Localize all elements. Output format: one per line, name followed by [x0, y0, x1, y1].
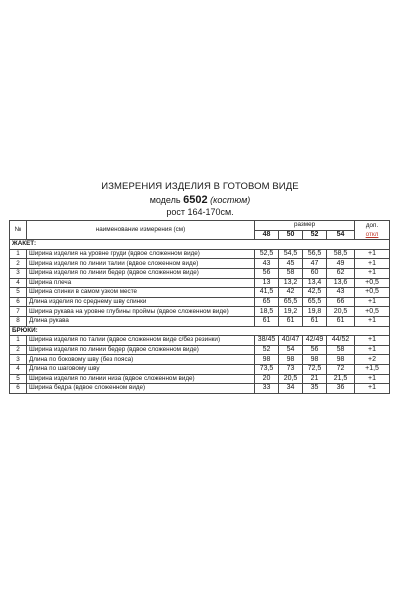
size-value: 66 [327, 297, 355, 307]
size-value: 13,6 [327, 278, 355, 288]
tolerance-value: +2 [355, 355, 390, 365]
tolerance-value: +0,5 [355, 278, 390, 288]
measurement-name: Длина рукава [27, 316, 255, 326]
size-header: 50 [279, 230, 303, 240]
section-title: ЖАКЕТ: [10, 240, 390, 250]
size-value: 52,5 [255, 249, 279, 259]
size-value: 65,5 [279, 297, 303, 307]
tolerance-value: +1 [355, 259, 390, 269]
size-value: 44/52 [327, 336, 355, 346]
tolerance-value: +1,5 [355, 364, 390, 374]
measurement-name: Ширина плеча [27, 278, 255, 288]
size-value: 20 [255, 374, 279, 384]
row-number: 8 [10, 316, 27, 326]
table-row [10, 307, 390, 317]
tolerance-value: +1 [355, 384, 390, 394]
measurement-name: Ширина рукава на уровне глубины проймы (вдвое сложенном виде) [27, 307, 255, 317]
model-type: (костюм) [210, 195, 251, 205]
size-value: 35 [303, 384, 327, 394]
size-value: 20,5 [279, 374, 303, 384]
model-label: модель [149, 195, 181, 205]
row-number: 5 [10, 374, 27, 384]
measurement-name: Ширина изделия по линии бедер (вдвое сложенном виде) [27, 268, 255, 278]
table-header-row-1 [10, 221, 390, 231]
section-title-row [10, 240, 390, 250]
table-row [10, 259, 390, 269]
size-value: 72 [327, 364, 355, 374]
measurement-name: Ширина бедра (вдвое сложенном виде) [27, 384, 255, 394]
size-value: 58 [279, 268, 303, 278]
size-value: 13,2 [279, 278, 303, 288]
section-title-row [10, 326, 390, 336]
size-value: 61 [255, 316, 279, 326]
size-value: 19,8 [303, 307, 327, 317]
row-number: 6 [10, 384, 27, 394]
header-tolerance-2: откл [365, 230, 379, 238]
tolerance-value: +1 [355, 374, 390, 384]
measurement-name: Ширина изделия по талии (вдвое сложенном виде с/без резинки) [27, 336, 255, 346]
measurement-name: Ширина изделия по линии талии (вдвое сложенном виде) [27, 259, 255, 269]
table-row [10, 345, 390, 355]
tolerance-value: +1 [355, 345, 390, 355]
size-value: 61 [303, 316, 327, 326]
table-row [10, 278, 390, 288]
size-value: 21,5 [327, 374, 355, 384]
size-value: 40/47 [279, 336, 303, 346]
table-row [10, 374, 390, 384]
measurement-name: Длина по боковому шву (без пояса) [27, 355, 255, 365]
row-number: 7 [10, 307, 27, 317]
tolerance-value: +0,5 [355, 307, 390, 317]
size-value: 42/49 [303, 336, 327, 346]
size-value: 58,5 [327, 249, 355, 259]
size-value: 13,4 [303, 278, 327, 288]
size-value: 20,5 [327, 307, 355, 317]
tolerance-value: +1 [355, 336, 390, 346]
size-value: 98 [303, 355, 327, 365]
size-value: 65 [255, 297, 279, 307]
size-value: 34 [279, 384, 303, 394]
size-header: 48 [255, 230, 279, 240]
size-value: 43 [255, 259, 279, 269]
measurement-name: Длина по шаговому шву [27, 364, 255, 374]
table-row [10, 288, 390, 298]
table-row [10, 249, 390, 259]
model-line [0, 194, 400, 206]
row-number: 3 [10, 355, 27, 365]
row-number: 4 [10, 364, 27, 374]
header-tolerance-1: доп. [355, 221, 390, 231]
header-num: № [10, 221, 27, 240]
row-number: 5 [10, 288, 27, 298]
tolerance-value: +1 [355, 268, 390, 278]
row-number: 2 [10, 259, 27, 269]
size-value: 60 [303, 268, 327, 278]
row-number: 1 [10, 336, 27, 346]
size-value: 56 [303, 345, 327, 355]
size-value: 41,5 [255, 288, 279, 298]
measurement-name: Длина изделия по среднему шву спинки [27, 297, 255, 307]
size-header: 54 [327, 230, 355, 240]
document-title: ИЗМЕРЕНИЯ ИЗДЕЛИЯ В ГОТОВОМ ВИДЕ [101, 181, 299, 192]
size-value: 43 [327, 288, 355, 298]
size-value: 38/45 [255, 336, 279, 346]
row-number: 2 [10, 345, 27, 355]
measurement-name: Ширина изделия по линии низа (вдвое сложенном виде) [27, 374, 255, 384]
row-number: 6 [10, 297, 27, 307]
size-value: 54,5 [279, 249, 303, 259]
tolerance-value: +0,5 [355, 288, 390, 298]
size-value: 61 [327, 316, 355, 326]
table-row [10, 297, 390, 307]
size-value: 58 [327, 345, 355, 355]
tolerance-value: +1 [355, 297, 390, 307]
header-name: наименование измерения (см) [27, 221, 255, 240]
size-value: 73,5 [255, 364, 279, 374]
size-value: 21 [303, 374, 327, 384]
size-value: 72,5 [303, 364, 327, 374]
size-value: 98 [279, 355, 303, 365]
size-value: 98 [327, 355, 355, 365]
size-value: 33 [255, 384, 279, 394]
row-number: 3 [10, 268, 27, 278]
size-value: 98 [255, 355, 279, 365]
size-value: 49 [327, 259, 355, 269]
model-number: 6502 [183, 194, 208, 206]
measurement-name: Ширина спинки в самом узком месте [27, 288, 255, 298]
size-header: 52 [303, 230, 327, 240]
height-range: рост 164-170см. [166, 207, 234, 217]
measurements-table [9, 220, 390, 394]
size-value: 42,5 [303, 288, 327, 298]
table-row [10, 384, 390, 394]
size-value: 61 [279, 316, 303, 326]
measurement-name: Ширина изделия по линии бедер (вдвое сложенном виде) [27, 345, 255, 355]
table-row [10, 364, 390, 374]
size-value: 62 [327, 268, 355, 278]
size-value: 65,5 [303, 297, 327, 307]
section-title: БРЮКИ: [10, 326, 390, 336]
row-number: 4 [10, 278, 27, 288]
size-value: 13 [255, 278, 279, 288]
size-value: 19,2 [279, 307, 303, 317]
table-row [10, 336, 390, 346]
size-value: 54 [279, 345, 303, 355]
header-size: размер [255, 221, 355, 231]
table-row [10, 316, 390, 326]
size-value: 47 [303, 259, 327, 269]
row-number: 1 [10, 249, 27, 259]
tolerance-value: +1 [355, 249, 390, 259]
size-value: 52 [255, 345, 279, 355]
measurement-name: Ширина изделия на уровне груди (вдвое сложенном виде) [27, 249, 255, 259]
size-value: 56,5 [303, 249, 327, 259]
size-value: 73 [279, 364, 303, 374]
tolerance-value: +1 [355, 316, 390, 326]
table-row [10, 268, 390, 278]
size-value: 36 [327, 384, 355, 394]
size-value: 45 [279, 259, 303, 269]
size-value: 42 [279, 288, 303, 298]
size-value: 56 [255, 268, 279, 278]
size-value: 18,5 [255, 307, 279, 317]
table-row [10, 355, 390, 365]
